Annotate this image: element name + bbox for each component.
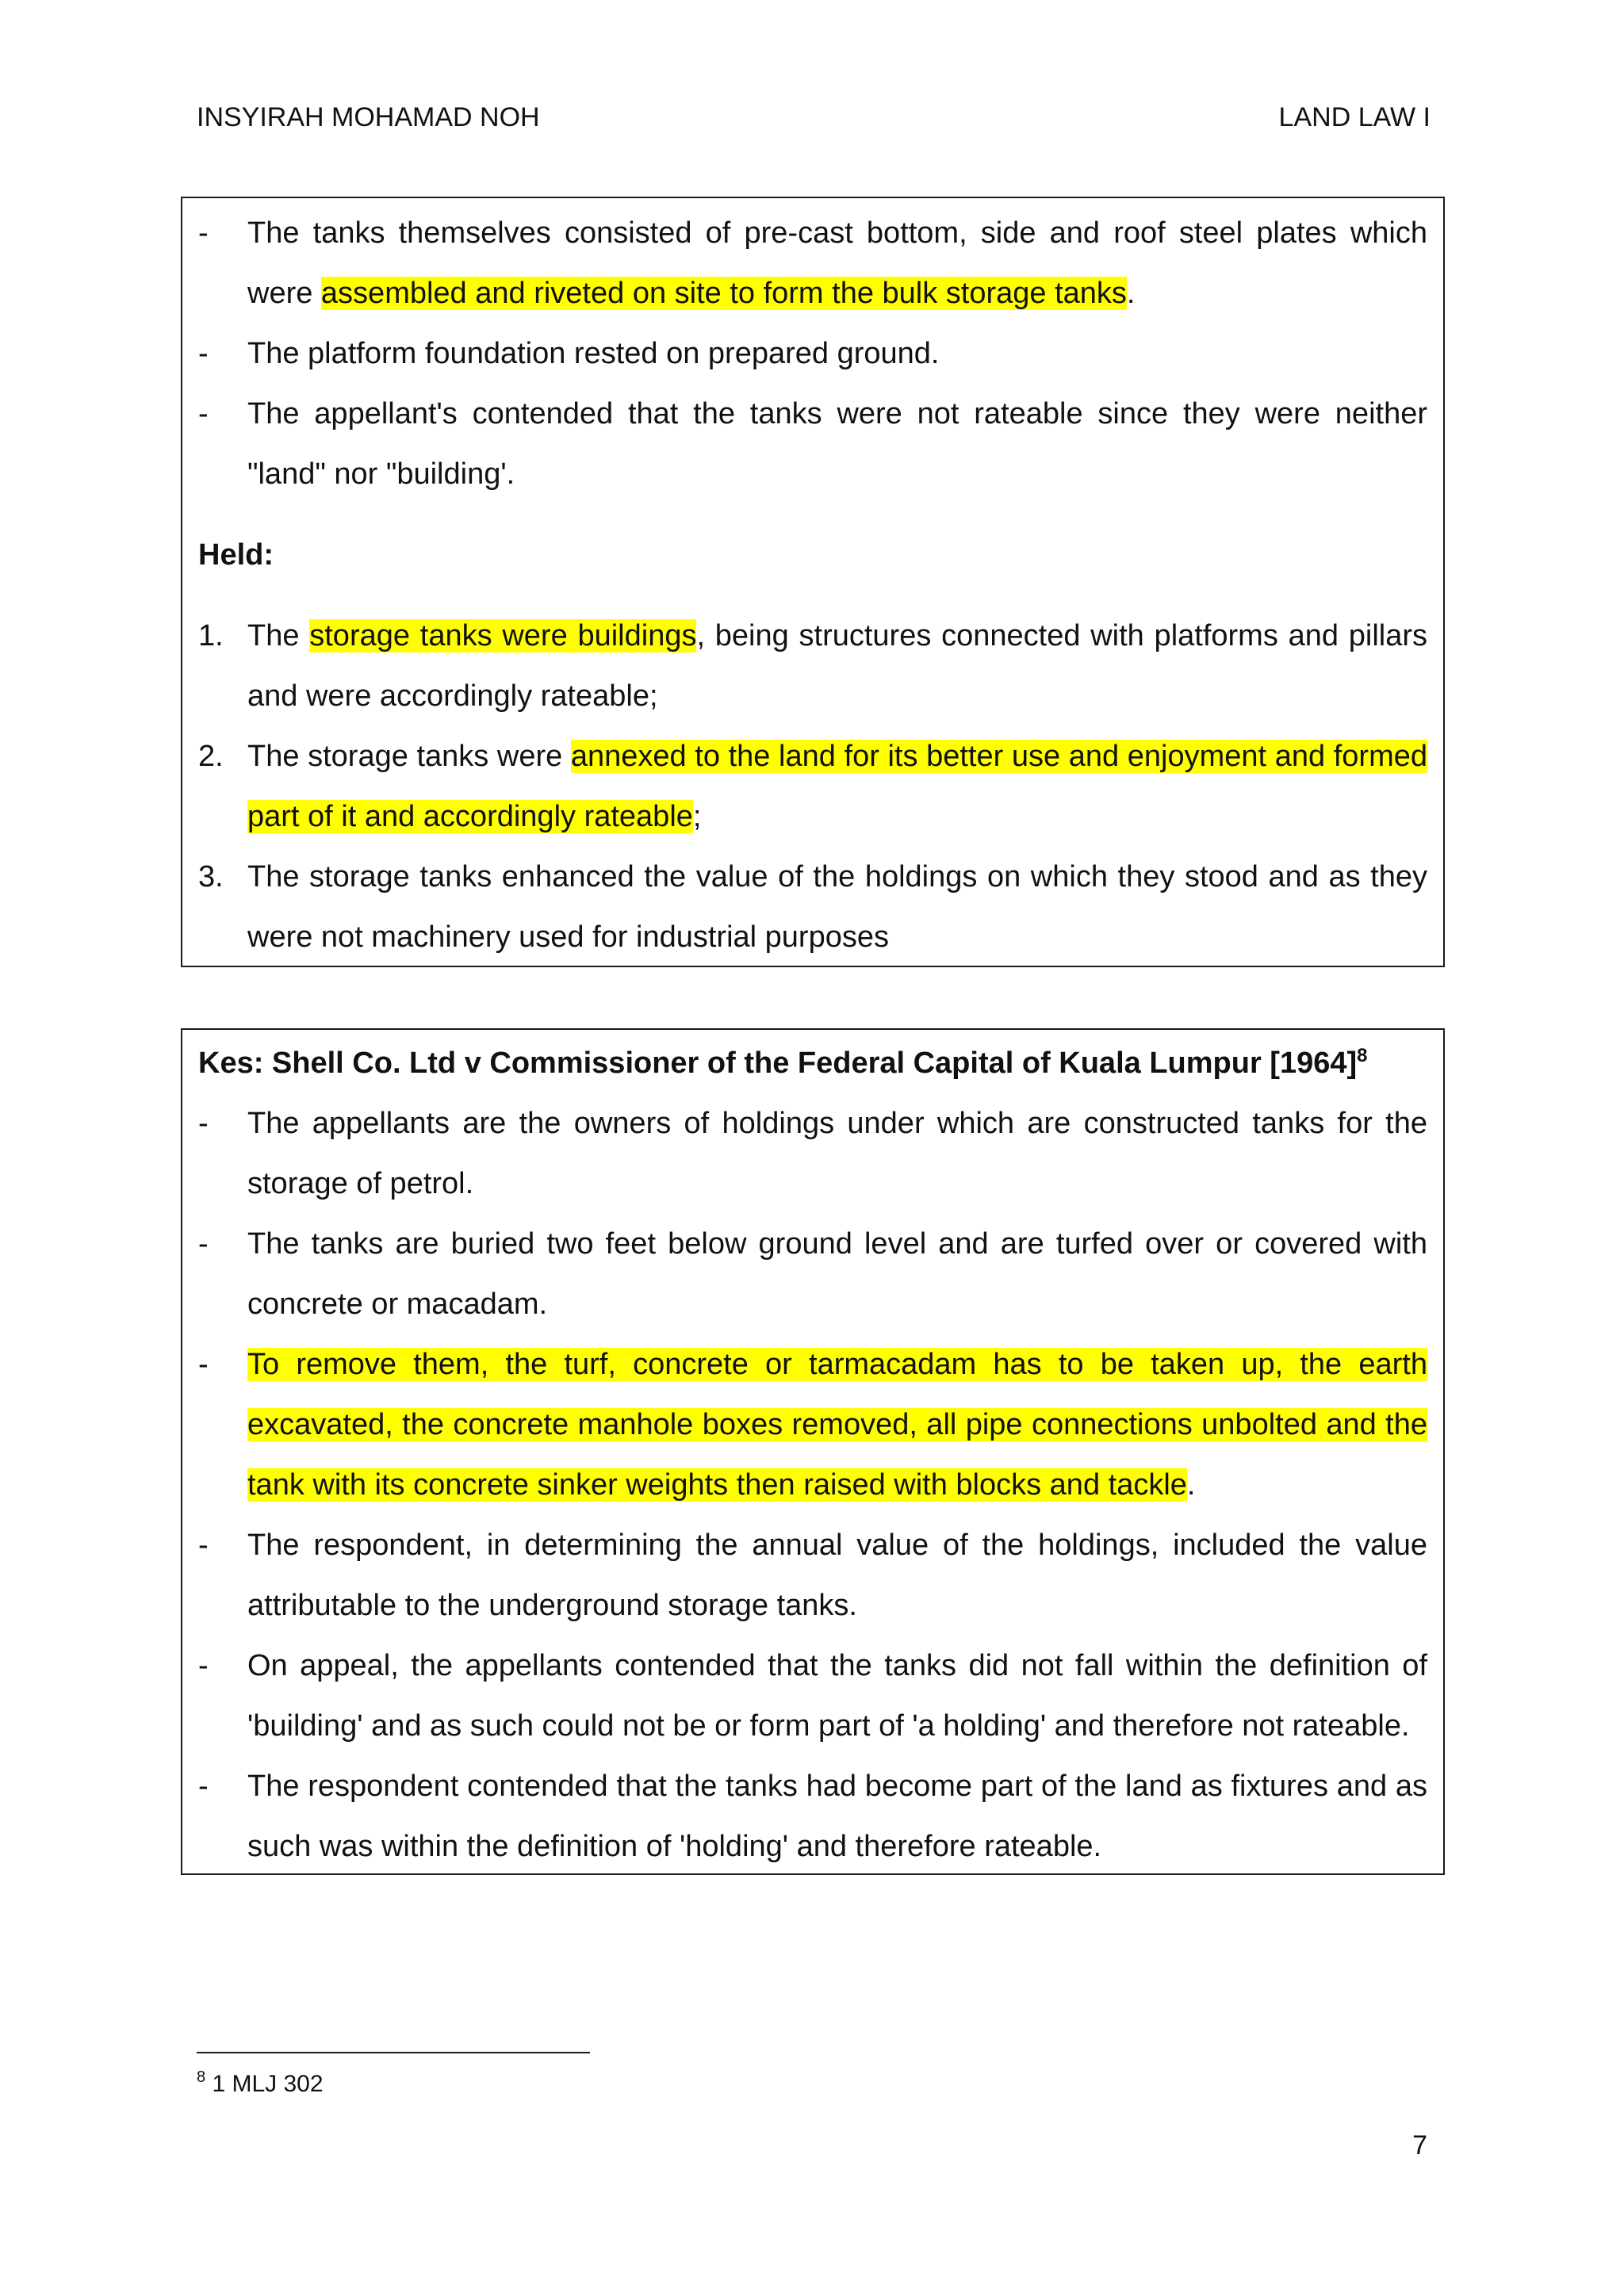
footnote-number: 8 xyxy=(197,2068,206,2086)
bullet-text: The tanks themselves consisted of pre-cast bottom, side and roof steel plates which were assembled and riveted on site to form the bulk storage tanks. xyxy=(247,216,1427,310)
footnote-ref[interactable]: 8 xyxy=(1357,1045,1368,1066)
case-box-tanks xyxy=(181,197,1445,967)
held-text: The storage tanks were annexed to the land for its better use and enjoyment and formed part of it and accordingly rateable; xyxy=(247,740,1427,833)
highlight: storage tanks were buildings xyxy=(309,619,697,652)
bullet-marker: - xyxy=(198,1529,209,1562)
bullet-item xyxy=(198,1636,1427,1756)
held-text: The storage tanks enhanced the value of the holdings on which they stood and as they were not machinery used for industrial purposes xyxy=(247,860,1427,954)
held-number: 1. xyxy=(198,619,224,652)
bullet-marker: - xyxy=(198,397,209,430)
held-number: 3. xyxy=(198,860,224,894)
header-author: INSYIRAH MOHAMAD NOH xyxy=(197,102,540,132)
highlight: To remove them, the turf, concrete or tarmacadam has to be taken up, the earth excavated, the concrete manhole boxes removed, all pipe connections unbolted and the tank with its concrete sinker weights then raised with blocks and tackle xyxy=(247,1348,1427,1502)
bullet-marker: - xyxy=(198,1770,209,1803)
case-title: Kes: Shell Co. Ltd v Commissioner of the Federal Capital of Kuala Lumpur $[1964]^8$ xyxy=(198,1045,1368,1080)
held-number: 2. xyxy=(198,740,224,773)
bullet-item xyxy=(198,1214,1427,1334)
page-number: 7 xyxy=(1412,2130,1427,2160)
bullet-item xyxy=(198,323,1427,384)
bullet-item xyxy=(198,1756,1427,1877)
bullet-text: The appellants are the owners of holdings under which are constructed tanks for the storage of petrol. xyxy=(247,1107,1427,1200)
bullet-text: The respondent contended that the tanks had become part of the land as fixtures and as such was within the definition of 'holding' and therefore rateable. xyxy=(247,1770,1427,1863)
footnote xyxy=(197,2066,324,2103)
held-item xyxy=(198,606,1427,726)
footnote-text: 1 MLJ 302 xyxy=(205,2071,324,2097)
bullet-item xyxy=(198,384,1427,504)
bullet-marker: - xyxy=(198,1649,209,1682)
held-item xyxy=(198,726,1427,847)
bullet-item xyxy=(198,1515,1427,1636)
bullet-marker: - xyxy=(198,337,209,370)
bullet-text: On appeal, the appellants contended that the tanks did not fall within the definition of 'building' and as such could not be or form part of 'a holding' and therefore not rateable. xyxy=(247,1649,1427,1743)
bullet-text: To remove them, the turf, concrete or tarmacadam has to be taken up, the earth excavated, the concrete manhole boxes removed, all pipe connections unbolted and the tank with its concrete sinker weights then raised with blocks and tackle. xyxy=(247,1348,1427,1502)
bullet-marker: - xyxy=(198,1107,209,1140)
case-box-shell xyxy=(181,1028,1445,1875)
bullet-text: The appellant's contended that the tanks were not rateable since they were neither "land" nor "building'. xyxy=(247,397,1427,491)
bullet-text: The platform foundation rested on prepared ground. xyxy=(247,337,940,370)
bullet-item xyxy=(198,1334,1427,1515)
bullet-marker: - xyxy=(198,1227,209,1261)
held-text: The storage tanks were buildings, being structures connected with platforms and pillars and were accordingly rateable; xyxy=(247,619,1427,713)
footnote-divider xyxy=(197,2052,590,2053)
bullet-item xyxy=(198,203,1427,323)
bullet-marker: - xyxy=(198,1348,209,1381)
held-item xyxy=(198,847,1427,967)
bullet-marker: - xyxy=(198,216,209,250)
bullet-item xyxy=(198,1093,1427,1214)
bullet-text: The tanks are buried two feet below ground level and are turfed over or covered with concrete or macadam. xyxy=(247,1227,1427,1321)
highlight: assembled and riveted on site to form the bulk storage tanks xyxy=(320,277,1127,310)
held-heading: Held: xyxy=(198,538,274,572)
header-course: LAND LAW I xyxy=(1278,102,1431,132)
highlight: annexed to the land for its better use and enjoyment and formed part of it and accordingly rateable xyxy=(247,740,1427,833)
bullet-text: The respondent, in determining the annual value of the holdings, included the value attributable to the underground storage tanks. xyxy=(247,1529,1427,1622)
